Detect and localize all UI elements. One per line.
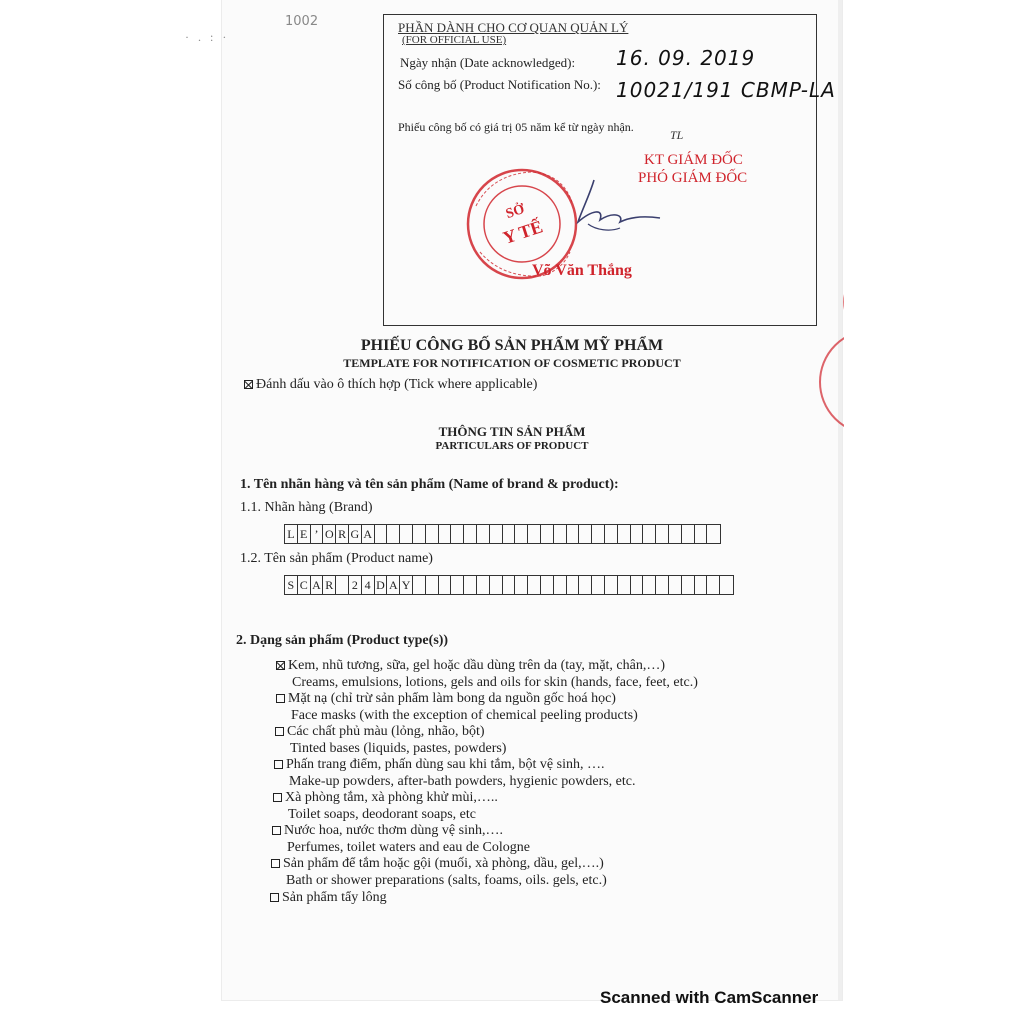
product-char: Y <box>400 576 413 594</box>
empty-cell <box>426 525 439 543</box>
empty-cell <box>567 576 580 594</box>
signatory-title-1: KT GIÁM ĐỐC <box>644 152 743 168</box>
brand-char: R <box>336 525 349 543</box>
empty-cell <box>387 525 400 543</box>
empty-cell <box>643 576 656 594</box>
empty-cell <box>669 576 682 594</box>
form-title-vi: PHIẾU CÔNG BỐ SẢN PHẨM MỸ PHẨM <box>360 337 664 354</box>
svg-text:SỞ: SỞ <box>504 201 527 223</box>
signatory-title-2: PHÓ GIÁM ĐỐC <box>638 170 748 186</box>
svg-text:Y TẾ: Y TẾ <box>500 216 546 248</box>
empty-cell <box>656 525 669 543</box>
empty-cell <box>477 576 490 594</box>
unchecked-box-icon[interactable] <box>272 826 281 835</box>
empty-cell <box>503 576 516 594</box>
brand-grid <box>284 524 721 544</box>
camscanner-watermark: Scanned with CamScanner <box>600 988 819 1007</box>
product-type-option <box>276 658 665 674</box>
product-type-en: Bath or shower preparations (salts, foams, oils. gels, etc.) <box>286 873 607 888</box>
empty-cell <box>579 525 592 543</box>
unchecked-box-icon[interactable] <box>274 760 283 769</box>
product-char <box>336 576 349 594</box>
handwritten-doc-number: 1002 <box>285 14 319 29</box>
handwritten-initials: TL <box>670 128 684 142</box>
signature-scribble <box>560 172 670 242</box>
section-title-vi: THÔNG TIN SẢN PHẨM <box>438 424 586 439</box>
empty-cell <box>426 576 439 594</box>
empty-cell <box>503 525 516 543</box>
brand-char: A <box>362 525 375 543</box>
empty-cell <box>682 525 695 543</box>
brand-char: O <box>323 525 336 543</box>
empty-cell <box>413 576 426 594</box>
product-type-vi: Kem, nhũ tương, sữa, gel hoặc dầu dùng trên da (tay, mặt, chân,…) <box>288 658 666 673</box>
empty-cell <box>477 525 490 543</box>
question-1-heading: 1. Tên nhãn hàng và tên sản phẩm (Name of brand & product): <box>240 477 619 492</box>
empty-cell <box>451 576 464 594</box>
empty-cell <box>490 576 503 594</box>
product-char: S <box>285 576 298 594</box>
product-type-option <box>276 691 616 707</box>
product-char: 4 <box>362 576 375 594</box>
empty-cell <box>528 525 541 543</box>
empty-cell <box>618 525 631 543</box>
empty-cell <box>618 576 631 594</box>
product-name-label: 1.2. Tên sản phẩm (Product name) <box>240 551 433 566</box>
product-type-en: Creams, emulsions, lotions, gels and oils for skin (hands, face, feet, etc.) <box>292 675 698 690</box>
empty-cell <box>451 525 464 543</box>
empty-cell <box>707 576 720 594</box>
empty-cell <box>515 525 528 543</box>
official-box-subtitle: (FOR OFFICIAL USE) <box>402 34 507 46</box>
checked-box-icon <box>244 380 253 389</box>
empty-cell <box>592 576 605 594</box>
notification-number-label: Số công bố (Product Notification No.): <box>398 77 601 92</box>
official-box-title: PHẦN DÀNH CHO CƠ QUAN QUẢN LÝ <box>398 20 629 35</box>
product-type-vi: Phấn trang điểm, phấn dùng sau khi tắm, bột vệ sinh, …. <box>286 757 605 772</box>
unchecked-box-icon[interactable] <box>270 893 279 902</box>
empty-cell <box>413 525 426 543</box>
product-type-en: Face masks (with the exception of chemical peeling products) <box>291 708 638 723</box>
product-char: A <box>311 576 324 594</box>
product-type-vi: Xà phòng tắm, xà phòng khử mùi,….. <box>285 790 498 805</box>
empty-cell <box>707 525 720 543</box>
product-char: D <box>375 576 388 594</box>
empty-cell <box>643 525 656 543</box>
brand-char: E <box>298 525 311 543</box>
empty-cell <box>439 525 452 543</box>
empty-cell <box>579 576 592 594</box>
empty-cell <box>554 525 567 543</box>
brand-label: 1.1. Nhãn hàng (Brand) <box>240 500 373 515</box>
empty-cell <box>541 576 554 594</box>
unchecked-box-icon[interactable] <box>276 694 285 703</box>
empty-cell <box>695 576 708 594</box>
edge-stamp-fragment <box>812 262 844 462</box>
product-type-vi: Các chất phủ màu (lỏng, nhão, bột) <box>287 724 485 739</box>
form-title-en: TEMPLATE FOR NOTIFICATION OF COSMETIC PRODUCT <box>343 356 681 370</box>
product-char: R <box>323 576 336 594</box>
empty-cell <box>605 576 618 594</box>
empty-cell <box>720 576 733 594</box>
notification-number-value: 10021/191 CBMP-LA <box>616 78 836 102</box>
product-char: 2 <box>349 576 362 594</box>
date-acknowledged-value: 16. 09. 2019 <box>616 46 756 70</box>
validity-note: Phiếu công bố có giá trị 05 năm kể từ ngày nhận. <box>398 120 634 134</box>
product-char: C <box>298 576 311 594</box>
tick-instruction <box>244 377 537 393</box>
empty-cell <box>439 576 452 594</box>
empty-cell <box>631 525 644 543</box>
product-type-option <box>271 856 604 872</box>
product-type-en: Tinted bases (liquids, pastes, powders) <box>290 741 507 756</box>
question-2-heading: 2. Dạng sản phẩm (Product type(s)) <box>236 633 449 648</box>
brand-char: G <box>349 525 362 543</box>
page-edge <box>838 0 842 1000</box>
tick-instruction-text: Đánh dấu vào ô thích hợp (Tick where applicable) <box>256 377 538 392</box>
product-type-vi: Mặt nạ (chỉ trừ sản phẩm làm bong da nguồn gốc hoá học) <box>288 691 616 706</box>
checked-box-icon[interactable] <box>276 661 285 670</box>
product-name-grid <box>284 575 734 595</box>
brand-char: ’ <box>311 525 324 543</box>
section-title-en: PARTICULARS OF PRODUCT <box>435 440 589 452</box>
empty-cell <box>464 576 477 594</box>
product-type-vi: Sản phẩm để tắm hoặc gội (muối, xà phòng, dầu, gel,….) <box>283 856 604 871</box>
empty-cell <box>554 576 567 594</box>
empty-cell <box>669 525 682 543</box>
product-type-option <box>272 823 503 839</box>
empty-cell <box>682 576 695 594</box>
brand-char: L <box>285 525 298 543</box>
empty-cell <box>592 525 605 543</box>
product-type-vi: Nước hoa, nước thơm dùng vệ sinh,…. <box>284 823 503 838</box>
empty-cell <box>515 576 528 594</box>
product-type-en: Toilet soaps, deodorant soaps, etc <box>288 807 476 822</box>
product-type-en: Make-up powders, after-bath powders, hygienic powders, etc. <box>289 774 636 789</box>
product-type-option <box>273 790 498 806</box>
empty-cell <box>631 576 644 594</box>
scan-specks: · . : · <box>185 30 230 44</box>
empty-cell <box>567 525 580 543</box>
empty-cell <box>375 525 388 543</box>
unchecked-box-icon[interactable] <box>273 793 282 802</box>
product-type-en: Perfumes, toilet waters and eau de Cologne <box>287 840 530 855</box>
empty-cell <box>541 525 554 543</box>
signer-name: Võ Văn Thắng <box>532 262 632 279</box>
unchecked-box-icon[interactable] <box>271 859 280 868</box>
product-type-option <box>274 757 604 773</box>
empty-cell <box>656 576 669 594</box>
product-char: A <box>387 576 400 594</box>
product-type-vi: Sản phẩm tẩy lông <box>282 890 387 905</box>
product-type-option <box>275 724 485 740</box>
empty-cell <box>464 525 477 543</box>
date-acknowledged-label: Ngày nhận (Date acknowledged): <box>400 55 576 70</box>
unchecked-box-icon[interactable] <box>275 727 284 736</box>
empty-cell <box>605 525 618 543</box>
product-type-option <box>270 890 387 906</box>
empty-cell <box>528 576 541 594</box>
empty-cell <box>695 525 708 543</box>
empty-cell <box>490 525 503 543</box>
empty-cell <box>400 525 413 543</box>
